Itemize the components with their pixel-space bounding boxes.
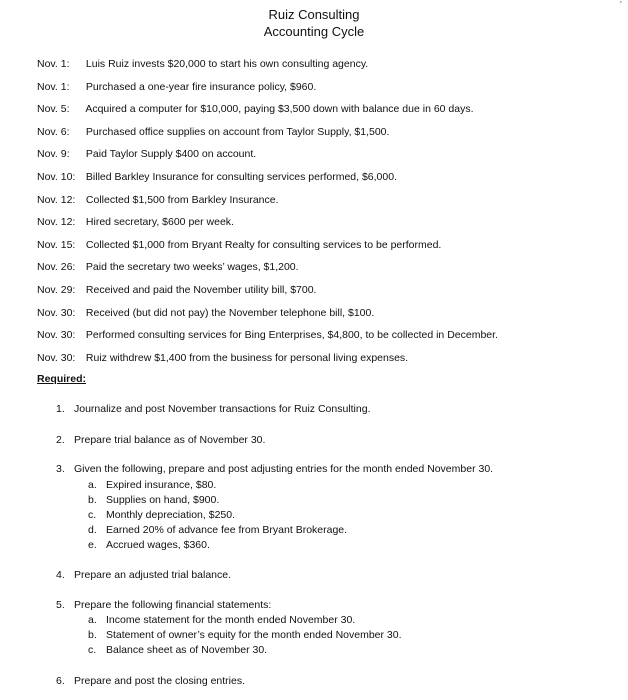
subtask-text: Balance sheet as of November 30.: [106, 644, 268, 656]
subtask-item: [88, 524, 347, 536]
transaction-text: Paid the secretary two weeks’ wages, $1,200.: [85, 261, 299, 274]
transaction-text: Purchased a one-year fire insurance policy, $960.: [85, 80, 317, 93]
transaction-row: [37, 304, 617, 327]
transaction-list: [37, 55, 617, 371]
subtask-letter: a.: [88, 614, 97, 626]
transaction-date: Nov. 26:: [37, 261, 76, 274]
transaction-date: Nov. 30:: [37, 351, 76, 364]
task-item: [56, 403, 616, 415]
transaction-row: [37, 78, 617, 101]
document-title: Accounting Cycle: [263, 24, 365, 39]
task-text: Given the following, prepare and post adjusting entries for the month ended November 30.: [74, 463, 494, 475]
subtask-item: [88, 614, 355, 626]
transaction-row: [37, 123, 617, 146]
subtask-item: [88, 494, 219, 506]
transaction-text: Received (but did not pay) the November telephone bill, $100.: [85, 306, 375, 319]
transaction-date: Nov. 6:: [37, 125, 70, 138]
required-heading: Required:: [37, 373, 87, 385]
subtask-item: [88, 479, 216, 491]
subtask-item: [88, 629, 402, 641]
subtask-letter: e.: [88, 539, 97, 551]
transaction-text: Ruiz withdrew $1,400 from the business for personal living expenses.: [85, 351, 409, 364]
task-number: 6.: [56, 675, 65, 687]
corner-mark: ’: [619, 0, 622, 11]
subtask-text: Earned 20% of advance fee from Bryant Brokerage.: [106, 524, 348, 536]
task-text: Prepare trial balance as of November 30.: [74, 434, 266, 446]
transaction-date: Nov. 1:: [37, 80, 70, 93]
transaction-row: [37, 55, 617, 78]
transaction-text: Hired secretary, $600 per week.: [85, 216, 234, 229]
subtask-text: Supplies on hand, $900.: [106, 494, 220, 506]
transaction-row: [37, 236, 617, 259]
transaction-row: [37, 281, 617, 304]
transaction-date: Nov. 30:: [37, 329, 76, 342]
task-item: [56, 599, 616, 611]
subtask-letter: c.: [88, 509, 97, 521]
title-block: [0, 6, 628, 40]
transaction-row: [37, 258, 617, 281]
task-text: Prepare the following financial statements:: [74, 599, 272, 611]
transaction-text: Performed consulting services for Bing Enterprises, $4,800, to be collected in December.: [85, 329, 498, 342]
transaction-text: Billed Barkley Insurance for consulting services performed, $6,000.: [85, 170, 397, 183]
subtask-text: Statement of owner’s equity for the month ended November 30.: [106, 629, 402, 641]
task-number: 3.: [56, 463, 65, 475]
transaction-date: Nov. 1:: [37, 58, 70, 70]
company-name: Ruiz Consulting: [268, 7, 360, 22]
transaction-row: [37, 168, 617, 191]
subtask-text: Income statement for the month ended November 30.: [106, 614, 356, 626]
transaction-text: Collected $1,500 from Barkley Insurance.: [85, 193, 279, 206]
transaction-date: Nov. 10:: [37, 170, 76, 183]
transaction-text: Collected $1,000 from Bryant Realty for consulting services to be performed.: [85, 238, 442, 251]
task-number: 1.: [56, 403, 65, 415]
transaction-text: Luis Ruiz invests $20,000 to start his own consulting agency.: [85, 58, 369, 70]
transaction-date: Nov. 30:: [37, 306, 76, 319]
transaction-row: [37, 349, 617, 372]
transaction-date: Nov. 9:: [37, 148, 70, 161]
transaction-date: Nov. 12:: [37, 193, 76, 206]
subtask-letter: a.: [88, 479, 97, 491]
subtask-text: Monthly depreciation, $250.: [106, 509, 235, 521]
subtask-text: Accrued wages, $360.: [106, 539, 210, 551]
task-item: [56, 463, 616, 475]
transaction-row: [37, 100, 617, 123]
transaction-row: [37, 213, 617, 236]
transaction-row: [37, 326, 617, 349]
task-item: [56, 434, 616, 446]
task-number: 2.: [56, 434, 65, 446]
subtask-text: Expired insurance, $80.: [106, 479, 217, 491]
transaction-date: Nov. 12:: [37, 216, 76, 229]
task-number: 5.: [56, 599, 65, 611]
transaction-text: Acquired a computer for $10,000, paying $3,500 down with balance due in 60 days.: [85, 103, 474, 116]
task-number: 4.: [56, 569, 65, 581]
transaction-text: Paid Taylor Supply $400 on account.: [85, 148, 257, 161]
task-text: Prepare and post the closing entries.: [74, 675, 246, 687]
transaction-row: [37, 145, 617, 168]
subtask-letter: d.: [88, 524, 97, 536]
transaction-date: Nov. 29:: [37, 283, 76, 296]
task-item: [56, 675, 616, 687]
task-item: [56, 569, 616, 581]
subtask-letter: b.: [88, 494, 97, 506]
subtask-item: [88, 509, 235, 521]
transaction-row: [37, 191, 617, 214]
task-text: Journalize and post November transactions for Ruiz Consulting.: [74, 403, 371, 415]
subtask-letter: b.: [88, 629, 97, 641]
transaction-date: Nov. 15:: [37, 238, 76, 251]
subtask-item: [88, 539, 210, 551]
transaction-date: Nov. 5:: [37, 103, 70, 116]
subtask-letter: c.: [88, 644, 97, 656]
task-text: Prepare an adjusted trial balance.: [74, 569, 232, 581]
transaction-text: Purchased office supplies on account from Taylor Supply, $1,500.: [85, 125, 390, 138]
subtask-item: [88, 644, 267, 656]
transaction-text: Received and paid the November utility bill, $700.: [85, 283, 317, 296]
